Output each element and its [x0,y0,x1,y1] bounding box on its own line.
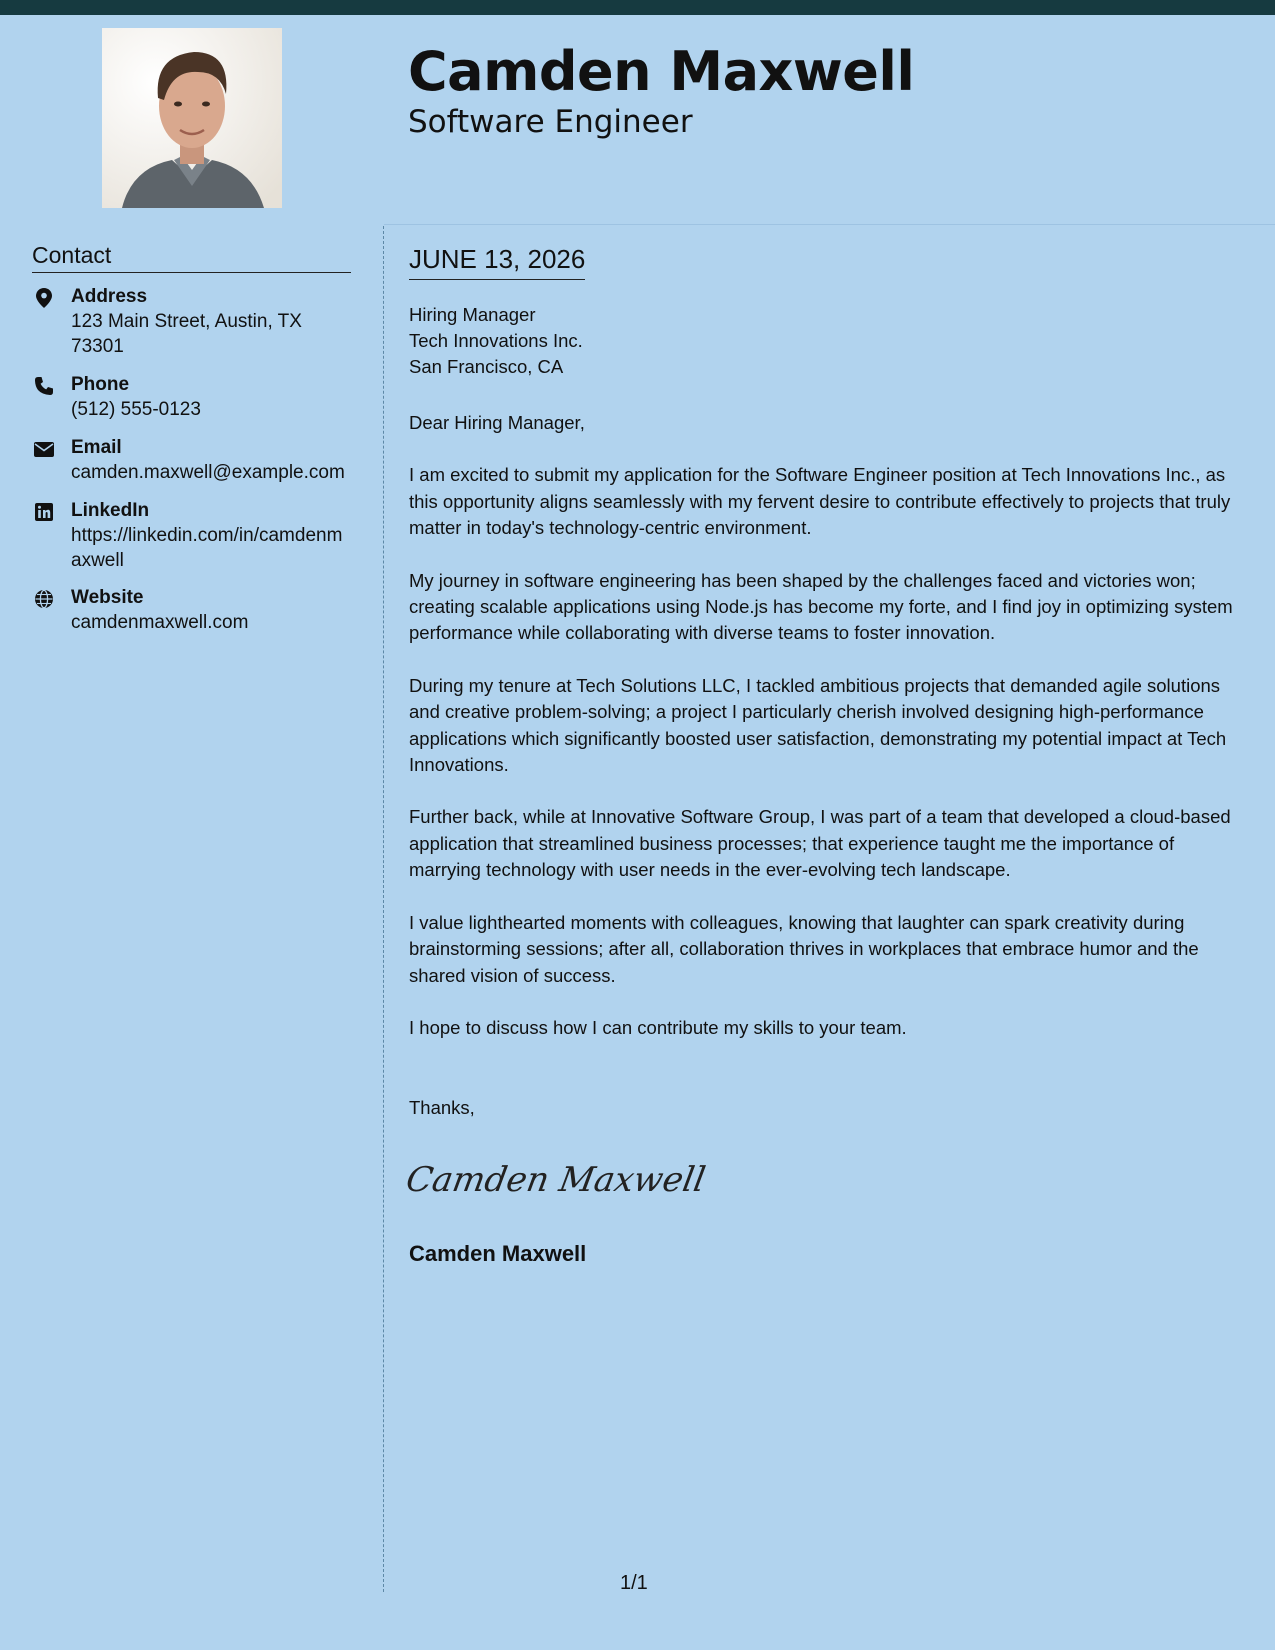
email-icon [32,437,56,461]
location-pin-icon [32,286,56,310]
candidate-name: Camden Maxwell [408,40,915,103]
candidate-title: Software Engineer [408,104,693,140]
email-value[interactable]: camden.maxwell@example.com [71,462,345,483]
phone-icon [32,374,56,398]
website-label: Website [71,587,144,608]
closing: Thanks, [409,1097,475,1118]
letter-paragraph: Further back, while at Innovative Software Group, I was part of a team that developed a cloud-based application that streamlined business processes; that experience taught me the importance of marrying technology with user needs in the ever-evolving tech landscape. [409,806,1231,881]
email-label: Email [71,437,122,458]
letter-paragraph: I value lighthearted moments with colleagues, knowing that laughter can spark creativity during brainstorming sessions; after all, collaboration thrives in workplaces that embrace humor and the shared vision of success. [409,911,1199,986]
salutation: Dear Hiring Manager, [409,412,585,433]
top-bar [0,0,1275,15]
column-divider [383,226,384,1592]
address-value: 123 Main Street, Austin, TX 73301 [71,311,302,357]
page-number: 1/1 [620,1572,648,1594]
linkedin-icon [32,500,56,524]
contact-section-title: Contact [32,240,351,273]
phone-value: (512) 555-0123 [71,399,201,420]
recipient-line: San Francisco, CA [409,356,564,377]
signature [403,1155,709,1210]
signature-text: Camden Maxwell [403,1160,709,1200]
phone-label: Phone [71,374,130,395]
letter-date: JUNE 13, 2026 [409,243,585,280]
letter-paragraph: I hope to discuss how I can contribute my skills to your team. [409,1016,907,1038]
signed-name: Camden Maxwell [409,1241,587,1266]
header-divider [384,224,1275,225]
recipient-line: Hiring Manager [409,304,536,325]
address-label: Address [71,286,148,307]
recipient-line: Tech Innovations Inc. [409,330,583,351]
globe-icon [32,587,56,611]
recipient-block [409,302,583,380]
letter-paragraph: My journey in software engineering has been shaped by the challenges faced and victories won; creating scalable applications using Node.js has become my forte, and I find joy in optimizing system performance while collaborating with diverse teams to foster innovation. [409,569,1233,644]
website-value[interactable]: camdenmaxwell.com [71,612,249,633]
linkedin-value[interactable]: https://linkedin.com/in/camdenmaxwell [71,525,343,571]
letter-paragraph: During my tenure at Tech Solutions LLC, I tackled ambitious projects that demanded agile solutions and creative problem-solving; a project I particularly cherish involved designing high-performance applications which significantly boosted user satisfaction, demonstrating my potential impact at Tech Innovations. [409,674,1227,776]
avatar [102,28,282,208]
letter-paragraph: I am excited to submit my application for the Software Engineer position at Tech Innovations Inc., as this opportunity aligns seamlessly with my fervent desire to contribute effectively to projects that truly matter in today's technology-centric environment. [409,464,1231,539]
letter-body [409,410,1249,1067]
linkedin-label: LinkedIn [71,500,150,521]
